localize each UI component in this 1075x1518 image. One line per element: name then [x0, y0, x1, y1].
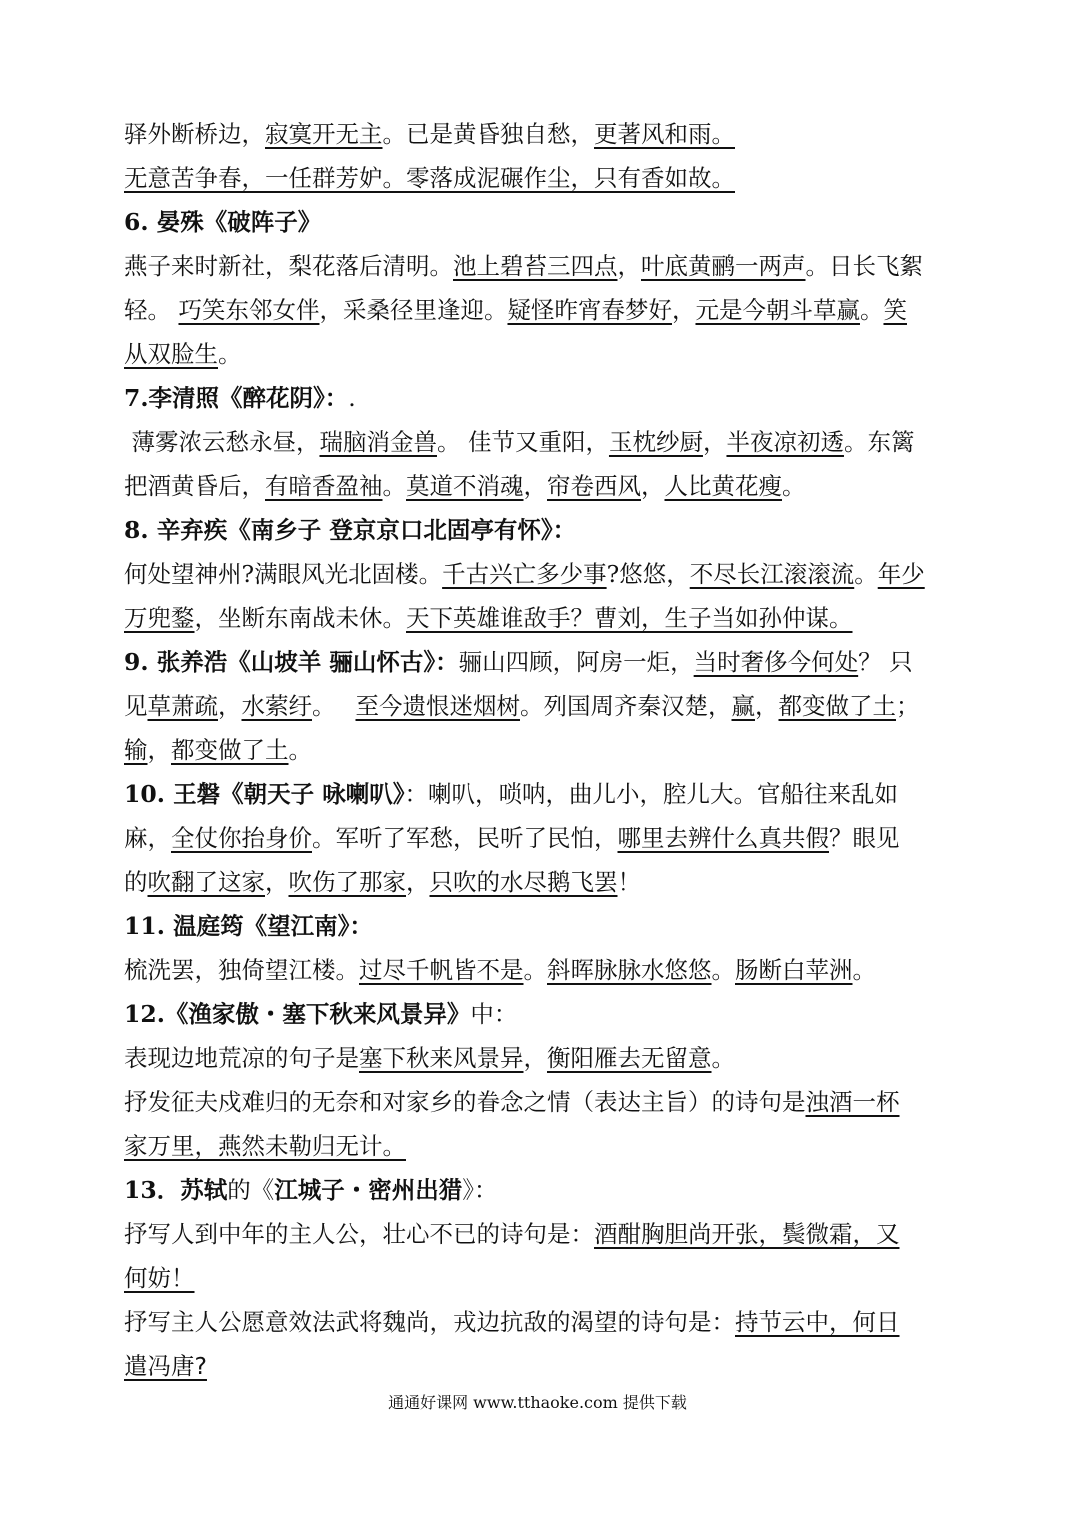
plain-text: 麻， — [124, 824, 171, 852]
underlined-text: 人比黄花瘦 — [664, 472, 782, 500]
underlined-text: 万兜鍪 — [124, 604, 195, 632]
text-line — [124, 772, 953, 816]
plain-text: ， — [523, 472, 547, 500]
plain-text: 的《 — [227, 1176, 275, 1204]
text-line — [124, 1036, 953, 1080]
underlined-text: 瑞脑消金兽 — [319, 428, 437, 456]
plain-text: 轻。 — [124, 296, 179, 324]
plain-text: 的 — [124, 868, 148, 896]
plain-text: ， — [218, 692, 242, 720]
plain-text: 。 — [288, 736, 312, 764]
underlined-text: 笑 — [883, 296, 907, 324]
underlined-text: 疑怪昨宵春梦好 — [507, 296, 672, 324]
section-heading — [124, 200, 953, 244]
page-footer: 通通好课网 www.tthaoke.com 提供下载 — [388, 1393, 687, 1412]
text-line — [124, 992, 953, 1036]
text-line — [124, 1256, 953, 1300]
plain-text: ， — [265, 868, 289, 896]
underlined-text: 输 — [124, 736, 148, 764]
plain-text: ， — [755, 692, 779, 720]
plain-text: 抒写人到中年的主人公，壮心不已的诗句是： — [124, 1220, 594, 1248]
underlined-text: 吹伤了那家 — [288, 868, 406, 896]
heading-text: 9. 张养浩《山坡羊 骊山怀古》： — [124, 648, 459, 676]
heading-text: 江城子・密州出猎 — [274, 1176, 463, 1204]
text-line — [124, 1168, 953, 1212]
text-line — [124, 332, 953, 376]
underlined-text: 酒酣胸胆尚开张，鬓微霜，又 — [594, 1220, 900, 1248]
text-line — [124, 1124, 953, 1168]
underlined-text: 无意苦争春，一任群芳妒。零落成泥碾作尘，只有香如故。 — [124, 164, 735, 192]
heading-text: 11. 温庭筠《望江南》： — [124, 912, 373, 940]
underlined-text: 帘卷西风 — [547, 472, 641, 500]
text-line — [124, 1300, 953, 1344]
text-line — [124, 640, 953, 684]
heading-text: 6. 晏殊《破阵子》 — [124, 208, 322, 236]
underlined-text: 衡阳雁去无留意 — [547, 1044, 712, 1072]
underlined-text: 叶底黄鹂一两声 — [641, 252, 806, 280]
plain-text: 。东篱 — [843, 428, 915, 456]
underlined-text: 年少 — [877, 560, 925, 588]
text-line — [124, 728, 953, 772]
plain-text: ？ 只 — [858, 648, 913, 676]
text-line — [124, 596, 953, 640]
plain-text: 抒发征夫戍难归的无奈和对家乡的眷念之情（表达主旨）的诗句是 — [124, 1088, 806, 1116]
plain-text: ：喇叭，唢呐，曲儿小，腔儿大。官船往来乱如 — [404, 780, 898, 808]
plain-text: 表现边地荒凉的句子是 — [124, 1044, 359, 1072]
underlined-text: 巧笑东邻女伴 — [178, 296, 320, 324]
plain-text: 骊山四顾，阿房一炬， — [458, 648, 694, 676]
plain-text: 。 — [523, 956, 547, 984]
underlined-text: 吹翻了这家 — [147, 868, 265, 896]
plain-text: 。 — [218, 340, 242, 368]
plain-text: 。 — [711, 956, 735, 984]
plain-text: ， — [641, 472, 665, 500]
plain-text: 何处望神州?满眼风光北固楼。 — [124, 560, 443, 588]
plain-text: 驿外断桥边， — [124, 120, 265, 148]
text-line — [124, 684, 953, 728]
heading-text: 12.《渔家傲・塞下秋来风景异》 — [124, 1000, 471, 1028]
plain-text: 。 — [859, 296, 884, 324]
text-line — [124, 156, 953, 200]
underlined-text: 都变做了土 — [778, 692, 896, 720]
plain-text: ！ — [617, 868, 641, 896]
plain-text: 。军听了军愁，民听了民怕， — [312, 824, 618, 852]
text-line — [124, 244, 953, 288]
plain-text: 见 — [124, 692, 148, 720]
underlined-text: 千古兴亡多少事 — [442, 560, 607, 588]
section-heading — [124, 904, 953, 948]
underlined-text: 只吹的水尽鹅飞罢 — [429, 868, 618, 896]
underlined-text: 何妨！ — [124, 1264, 195, 1292]
plain-text: 。 — [382, 472, 406, 500]
text-line — [124, 948, 953, 992]
underlined-text: 有暗香盈袖 — [265, 472, 383, 500]
text-line — [124, 1080, 953, 1124]
text-line — [124, 112, 953, 156]
underlined-text: 池上碧苔三四点 — [453, 252, 618, 280]
plain-text: ， — [406, 868, 430, 896]
plain-text: ？眼见 — [829, 824, 900, 852]
heading-text: 13．苏轼 — [124, 1176, 228, 1204]
text-line — [124, 860, 953, 904]
underlined-text: 肠断白苹洲 — [735, 956, 853, 984]
plain-text: ， — [666, 560, 690, 588]
underlined-text: 过尽千帆皆不是 — [359, 956, 524, 984]
plain-text: 梳洗罢，独倚望江楼。 — [124, 956, 359, 984]
plain-text: ，坐断东南战未休。 — [194, 604, 406, 632]
text-line — [124, 816, 953, 860]
underlined-text: 元是今朝斗草赢 — [695, 296, 860, 324]
plain-text: 把酒黄昏后， — [124, 472, 265, 500]
plain-text: 。列国周齐秦汉楚， — [520, 692, 732, 720]
plain-text: 。已是黄昏独自愁， — [382, 120, 594, 148]
underlined-text: 半夜凉初透 — [726, 428, 844, 456]
plain-text: 薄雾浓云愁永昼， — [131, 428, 320, 456]
text-line — [124, 288, 953, 332]
underlined-text: 水萦纡 — [241, 692, 312, 720]
underlined-text: 至今遗恨迷烟树 — [355, 692, 520, 720]
plain-text: ，采桑径里逢迎。 — [319, 296, 508, 324]
section-heading — [124, 508, 953, 552]
underlined-text: 天下英雄谁敌手？曹刘，生子当如孙仲谋。 — [406, 604, 853, 632]
underlined-text: 莫道不消魂 — [406, 472, 524, 500]
underlined-text: 草萧疏 — [147, 692, 218, 720]
plain-text: 。 佳节又重阳， — [436, 428, 609, 456]
underlined-text: 赢 — [731, 692, 755, 720]
heading-text: 10. 王磐《朝天子 咏喇叭》 — [124, 780, 405, 808]
underlined-text: 浊酒一杯 — [805, 1088, 900, 1116]
plain-text: ， — [523, 1044, 547, 1072]
text-line — [124, 1212, 953, 1256]
plain-text: ， — [671, 296, 696, 324]
underlined-text: 玉枕纱厨 — [608, 428, 703, 456]
underlined-text: 斜晖脉脉水悠悠 — [547, 956, 712, 984]
text-line — [124, 464, 953, 508]
underlined-text: 塞下秋来风景异 — [359, 1044, 524, 1072]
underlined-text: 从双脸生 — [124, 340, 218, 368]
plain-text: 中： — [470, 1000, 518, 1028]
underlined-text: 当时奢侈今何处 — [693, 648, 859, 676]
text-line — [124, 420, 953, 464]
underlined-text: 全仗你抬身价 — [171, 824, 312, 852]
plain-text: 。 — [312, 692, 336, 720]
plain-text: ， — [702, 428, 727, 456]
plain-text: . — [348, 384, 356, 412]
underlined-text: 持节云中，何日 — [735, 1308, 900, 1336]
heading-text: 8. 辛弃疾《南乡子 登京京口北固亭有怀》： — [124, 516, 577, 544]
heading-text: 7.李清照《醉花阴》： — [124, 384, 349, 412]
underlined-text: 遣冯唐? — [124, 1352, 207, 1380]
plain-text: 。 — [711, 1044, 735, 1072]
underlined-text: 寂寞开无主 — [265, 120, 383, 148]
underlined-text: 家万里，燕然未勒归无计。 — [124, 1132, 406, 1160]
underlined-text: 更著风和雨。 — [594, 120, 735, 148]
plain-text: ； — [896, 692, 920, 720]
text-line — [124, 552, 953, 596]
plain-text: 抒写主人公愿意效法武将魏尚，戎边抗敌的渴望的诗句是： — [124, 1308, 735, 1336]
section-heading — [124, 376, 953, 420]
plain-text: 。日长飞絮 — [805, 252, 923, 280]
plain-text: ?悠悠 — [606, 560, 667, 588]
plain-text: 。 — [854, 560, 878, 588]
text-line — [124, 1344, 953, 1388]
underlined-text: 都变做了土 — [171, 736, 289, 764]
plain-text: ， — [147, 736, 171, 764]
plain-text: ， — [617, 252, 641, 280]
plain-text: 。 — [782, 472, 806, 500]
plain-text: 》： — [462, 1176, 498, 1204]
underlined-text: 哪里去辨什么真共假 — [617, 824, 829, 852]
underlined-text: 不尽长江滚滚流 — [689, 560, 855, 588]
plain-text: 。 — [852, 956, 876, 984]
plain-text: 燕子来时新社，梨花落后清明。 — [124, 252, 453, 280]
